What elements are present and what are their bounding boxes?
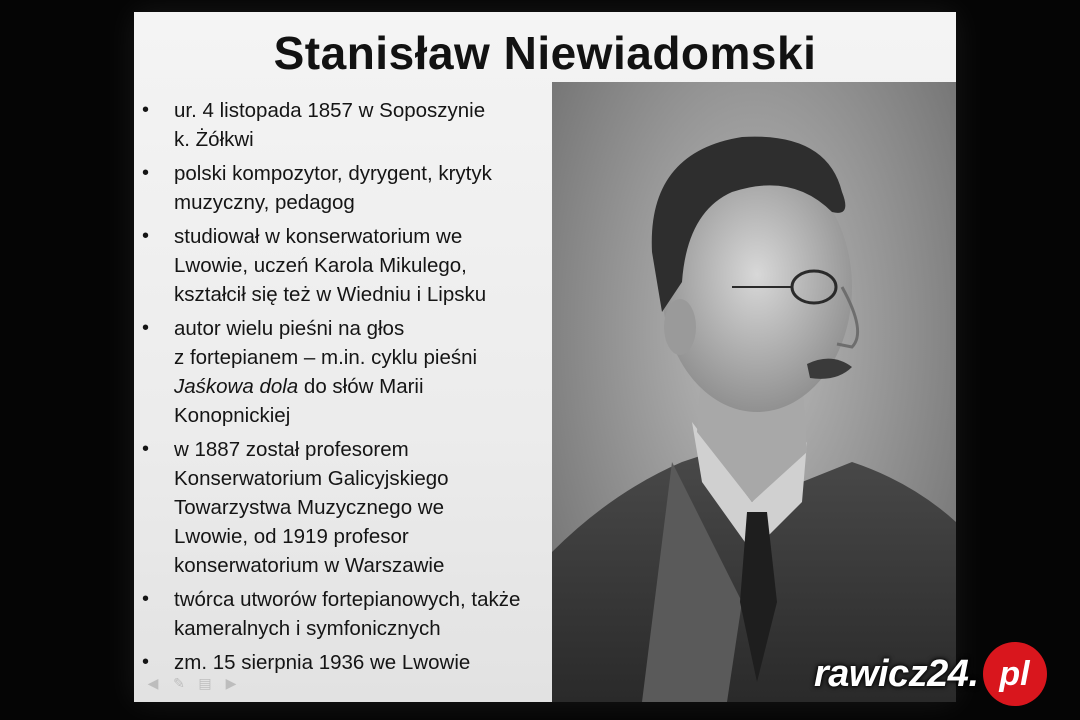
pen-icon[interactable]: ✎ [173, 675, 185, 691]
slideshow-controls [144, 676, 240, 690]
watermark-text: rawicz24. [814, 652, 979, 695]
bullet-item: • w 1887 został profesorem Konserwatorium Galicyjskiego Towarzystwa Muzycznego we Lwowie, od 1919 profesor konserwatorium w Warszawie [142, 438, 449, 577]
bullet-item: • twórca utworów fortepianowych, także kameralnych i symfonicznych [142, 588, 521, 640]
song-cycle-title: Jaśkowa dola [174, 375, 299, 398]
bullet-item: • autor wielu pieśni na głos z fortepianem – m.in. cyklu pieśni Jaśkowa dola do słów Marii Konopnickiej [142, 317, 478, 427]
forward-arrow-icon[interactable]: ▶ [225, 675, 237, 691]
portrait-photo [552, 82, 956, 702]
menu-icon[interactable]: ▤ [198, 675, 212, 691]
watermark-badge: pl [983, 642, 1047, 706]
portrait-illustration [552, 82, 956, 702]
slide-title: Stanisław Niewiadomski [273, 27, 817, 79]
bullet-item: • polski kompozytor, dyrygent, krytyk muzyczny, pedagog [142, 162, 492, 214]
bullet-item: • studiował w konserwatorium we Lwowie, uczeń Karola Mikulego, kształcił się też w Wiedniu i Lipsku [142, 225, 487, 306]
back-arrow-icon[interactable]: ◀ [147, 675, 159, 691]
bullet-item: • zm. 15 sierpnia 1936 we Lwowie [142, 651, 471, 674]
projected-slide [134, 12, 956, 702]
bullet-list [134, 96, 546, 682]
watermark-logo [814, 645, 1047, 703]
bullet-item: • ur. 4 listopada 1857 w Soposzynie k. Żółkwi [142, 99, 486, 151]
